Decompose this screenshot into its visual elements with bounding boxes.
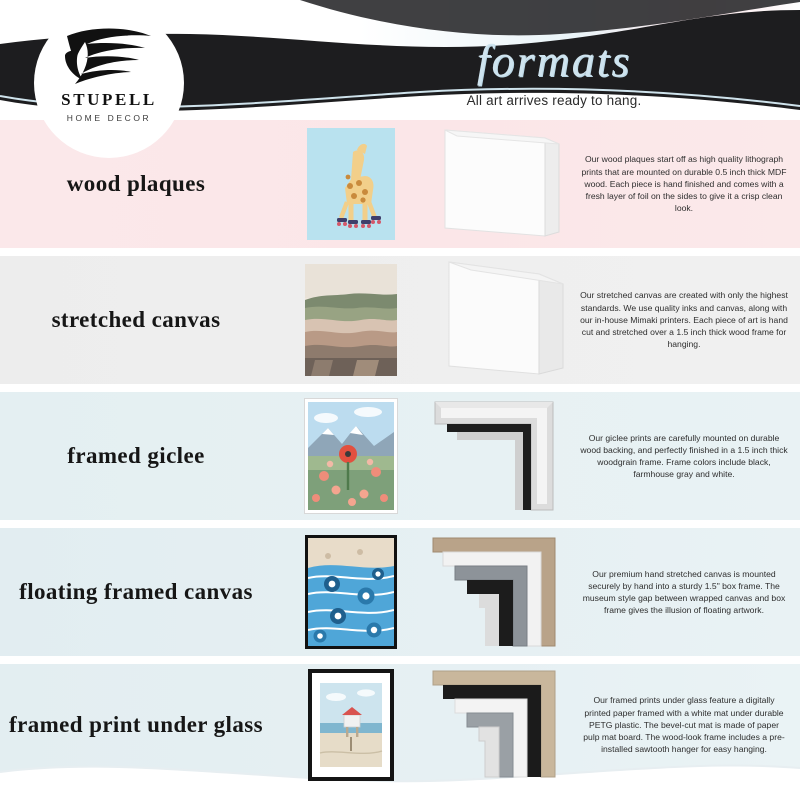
poppy-mountain-field-art bbox=[305, 399, 397, 513]
detail-stretched-canvas-edge bbox=[424, 256, 580, 384]
page-subtitle: All art arrives ready to hang. bbox=[466, 93, 642, 108]
row-label-floating-framed-canvas: floating framed canvas bbox=[19, 579, 253, 605]
description-wood-plaques bbox=[580, 120, 788, 248]
giraffe-roller-skates-art bbox=[307, 128, 395, 240]
description-framed-print-under-glass bbox=[580, 664, 788, 786]
row-stretched-canvas bbox=[0, 256, 800, 384]
row-label-framed-print-under-glass: framed print under glass bbox=[9, 712, 263, 738]
abstract-landscape-canvas-art bbox=[305, 264, 397, 376]
art-sample-framed-print-under-glass bbox=[286, 664, 416, 786]
row-framed-print-under-glass bbox=[0, 664, 800, 786]
description-text: Our giclee prints are carefully mounted on durable wood backing, and perfectly finished in a 1.5 inch thick woodgrain frame. Frame colors include black, farmhouse gray and white. bbox=[580, 432, 788, 480]
art-sample-wood-plaques bbox=[286, 120, 416, 248]
description-text: Our wood plaques start off as high quality lithograph prints that are mounted on durable 0.5 inch thick MDF wood. Each piece is hand finished and comes with a fresh layer of foil on the sides to give it a crisp clean look. bbox=[581, 154, 787, 214]
description-floating-framed-canvas bbox=[580, 528, 788, 656]
brand-tagline: HOME DECOR bbox=[66, 113, 152, 123]
wood-plaque-edge-detail bbox=[427, 124, 577, 244]
beach-umbrellas-aerial-art bbox=[305, 535, 397, 649]
description-text: Our premium hand stretched canvas is mounted securely by hand into a sturdy 1.5" box frame. The museum style gap between wrapped canvas and box frame gives the illusion of floating artwork. bbox=[582, 568, 786, 616]
description-text: Our stretched canvas are created with only the highest standards. We use quality inks and canvas, along with our in-house Mimaki printers. Each piece of art is hand cut and stretched over a 1.5 inch thick wood frame for hanging. bbox=[580, 290, 788, 350]
description-framed-giclee bbox=[580, 392, 788, 520]
stretched-canvas-edge-detail bbox=[427, 258, 577, 382]
description-text: Our framed prints under glass feature a digitally printed paper framed with a white mat under durable PETG plastic. The bevel-cut mat is made of paper pulp mat board. The wood-look frame includes a pre-installed sawtooth hanger for easy hanging. bbox=[583, 695, 785, 755]
art-sample-stretched-canvas bbox=[286, 256, 416, 384]
art-sample-framed-giclee bbox=[286, 392, 416, 520]
framed-print-corner-samples bbox=[427, 667, 577, 783]
art-sample-floating-framed-canvas bbox=[286, 528, 416, 656]
beach-lifeguard-stand-art bbox=[308, 669, 394, 781]
row-label-stretched-canvas: stretched canvas bbox=[51, 307, 221, 333]
row-label-wood-plaques: wood plaques bbox=[66, 171, 206, 197]
row-label-framed-giclee: framed giclee bbox=[67, 443, 205, 469]
detail-wood-plaque-edge bbox=[424, 120, 580, 248]
row-floating-framed-canvas bbox=[0, 528, 800, 656]
detail-floating-frame-corners bbox=[424, 528, 580, 656]
brand-logo-badge bbox=[34, 8, 184, 158]
brand-name: STUPELL bbox=[61, 90, 157, 109]
formats-heading-block bbox=[344, 34, 764, 108]
stupell-swoosh-logo-icon bbox=[57, 24, 161, 86]
row-framed-giclee bbox=[0, 392, 800, 520]
page-title: formats bbox=[476, 35, 632, 86]
description-stretched-canvas bbox=[580, 256, 788, 384]
detail-framed-print-corners bbox=[424, 664, 580, 786]
detail-framed-giclee-corner bbox=[424, 392, 580, 520]
floating-frame-corner-samples bbox=[427, 532, 577, 652]
framed-giclee-corner-detail bbox=[427, 396, 577, 516]
